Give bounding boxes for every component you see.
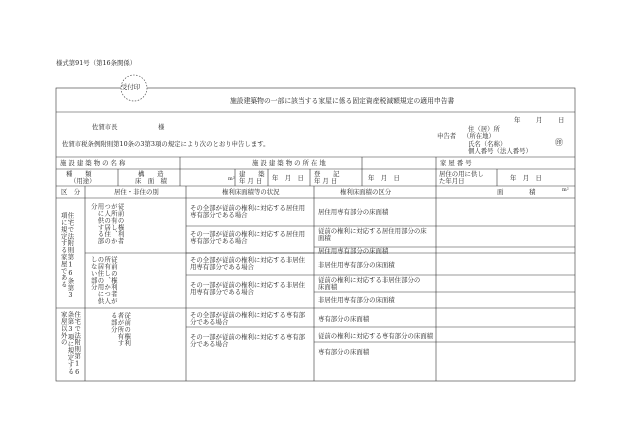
applicant-label: 申告者: [437, 132, 457, 140]
label-registered: 登 記: [314, 170, 340, 178]
header-category: 区 分: [61, 188, 81, 196]
area-label-4: 非居住用専有部分の床面積: [318, 261, 395, 269]
label-house-number: 家 屋 番 号: [440, 159, 472, 167]
label-residence-use: 居住の用に供し: [439, 170, 484, 178]
area-label-6: 非居住用専有部分の床面積: [318, 296, 395, 304]
condition-5: その全部が従前の権利に対応する専有部分である場合: [190, 311, 306, 327]
addressee: 佐賀市長: [92, 123, 118, 131]
area-label-7: 専有部分の床面積: [318, 315, 370, 323]
label-built: 建 築: [239, 170, 265, 178]
date-year: 年: [514, 116, 521, 124]
label-building-name: 施 設 建 築 物 の 名 称: [60, 159, 126, 167]
header-residence: 居住・非住の別: [114, 188, 159, 196]
area-label-9: 専有部分の床面積: [318, 348, 370, 356]
condition-2: その一部が従前の権利に対応する居住用専有部分である場合: [190, 230, 306, 246]
applicant-location: （所在地）: [463, 132, 495, 140]
area-label-5b: 床面積: [318, 283, 338, 291]
date-month: 月: [536, 116, 543, 124]
section1-label: 住宅で法附則第16条第3項に規定する家屋である: [59, 212, 75, 300]
label-floor-area: 床 面 積: [135, 177, 167, 185]
area-label-2a: 従前の権利に対応する居住用部分の床: [318, 227, 427, 235]
header-area-type: 権利床面積の区分: [340, 188, 392, 196]
label-building-location: 施 設 建 築 物 の 所 在 地: [252, 159, 326, 167]
stamp-label: 受付印: [121, 83, 141, 91]
label-kind-use: （用途）: [70, 177, 96, 185]
form-number: 様式第91号（第16条関係）: [56, 59, 137, 67]
area-label-8: 従前の権利に対応する専有部分の床面積: [318, 332, 434, 340]
label-structure: 構 造: [138, 170, 164, 178]
label-kind: 種 類: [66, 170, 92, 178]
label-built-ymd: 年 月 日: [239, 177, 263, 185]
intro-text: 佐賀市税条例附則第10条の3第3項の規定により次のとおり申告します。: [62, 140, 270, 148]
applicant-name: 氏名（名称）: [468, 140, 507, 148]
condition-6: その一部が従前の権利に対応する専有部分である場合: [190, 333, 306, 349]
header-rights: 権利床面積等の状況: [222, 188, 280, 196]
label-residence-use-ymd: た年月日: [439, 177, 465, 185]
applicant-id-number: 個人番号（法人番号）: [468, 147, 532, 155]
date-day: 日: [558, 116, 565, 124]
area-label-5a: 従前の権利に対応する非居住部分の: [318, 276, 421, 284]
floor-area-unit: m²: [228, 176, 235, 182]
area-label-3: 居住用専有部分の床面積: [318, 247, 389, 255]
header-area-unit: m²: [562, 187, 569, 193]
addressee-honorific: 様: [158, 123, 165, 131]
built-date: 年 月 日: [272, 174, 304, 182]
applicant-address: 住（居）所: [468, 125, 500, 133]
residence-group1: 従前の権利者が所有し、かつ人の居住の用に供する部分: [89, 203, 125, 245]
label-registered-ymd: 年 月 日: [314, 177, 338, 185]
condition-4: その一部が従前の権利に対応する非居住用専有部分である場合: [190, 281, 306, 297]
seal-mark: ㊞: [555, 138, 563, 147]
section2-label: 住宅で法附則第16条第3項に規定する家屋以外の: [59, 311, 82, 377]
registered-date: 年 月 日: [368, 174, 400, 182]
residence-use-date: 年 月 日: [510, 174, 542, 182]
form-title: 施設建築物の一部に該当する家屋に係る固定資産税減額規定の適用申告書: [230, 97, 455, 105]
condition-1: その全部が従前の権利に対応する居住用専有部分である場合: [190, 204, 306, 220]
residence-group2: 従前の権利者が所有し、かつ人の居住の用に供しない部分: [89, 256, 118, 305]
condition-3: その全部が従前の権利に対応する非居住用専有部分である場合: [190, 256, 306, 272]
area-label-2b: 面積: [318, 234, 331, 242]
area-label-1: 居住用専有部分の床面積: [318, 208, 389, 216]
header-area: 面 積: [497, 188, 536, 196]
residence-group3: 従前の権利者が所有する部分: [109, 312, 132, 347]
